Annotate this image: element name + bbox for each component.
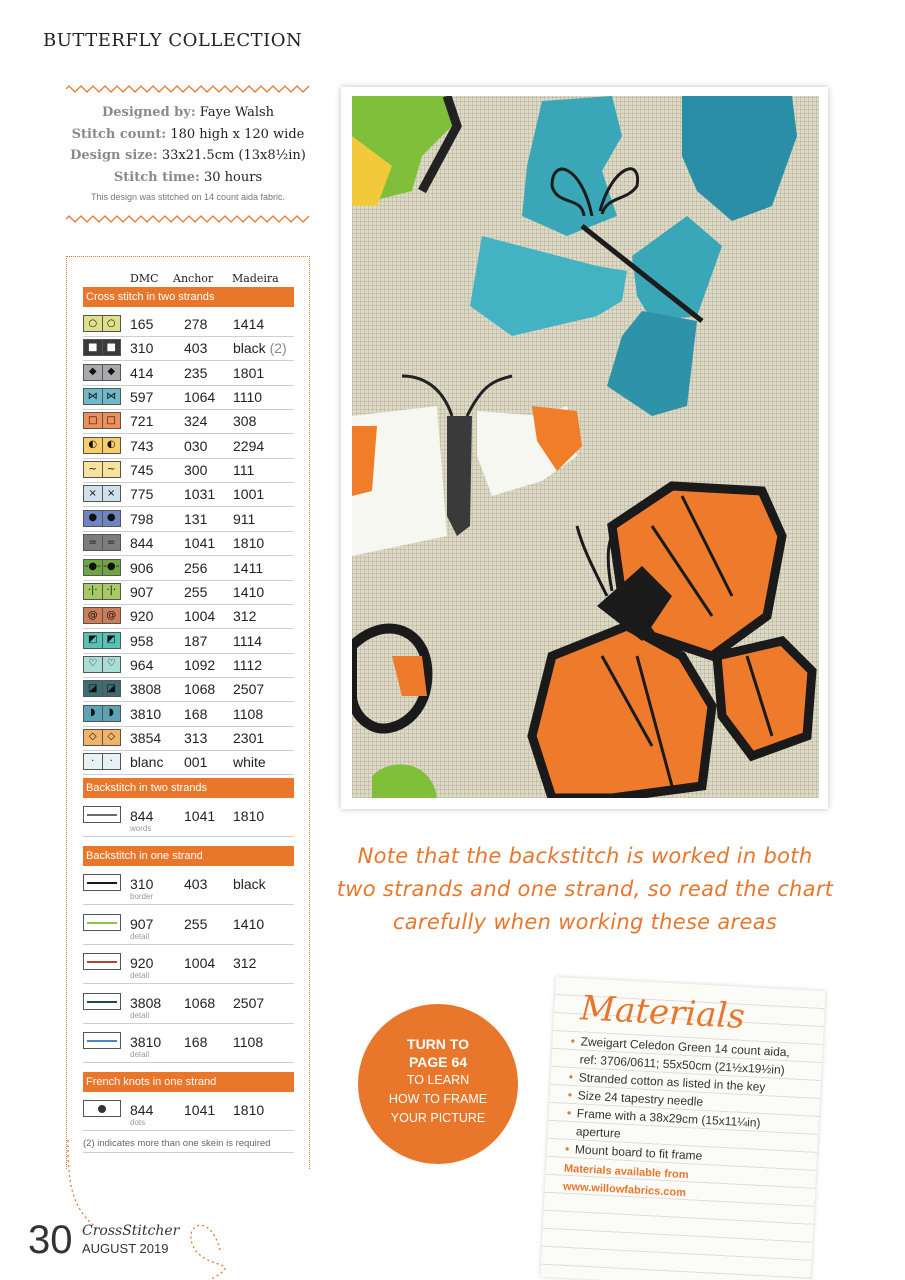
thread-row-798 [83,508,294,532]
page-number: 30 [28,1218,73,1262]
dmc-code: 958 [130,632,154,649]
anchor-code: 168 [184,705,208,722]
stitch-use-label: detail [130,931,150,941]
cross-stitch-heading: Cross stitch in two strands [83,287,294,307]
thread-row-745 [83,459,294,483]
dmc-code: 964 [130,656,154,673]
thread-row-775 [83,483,294,507]
stitch-use-label: dots [130,1118,146,1127]
dmc-code: 775 [130,486,154,503]
anchor-code: 256 [184,559,208,576]
anchor-code: 300 [184,462,208,479]
symbol-swatch-icon: ◇ ◇ [83,729,121,746]
thread-row-3810 [83,1031,294,1063]
anchor-code: 403 [184,340,208,357]
anchor-code: 001 [184,754,208,771]
dmc-code: 165 [130,316,154,332]
dmc-code: 3810 [130,705,162,722]
madeira-code: 1001 [233,486,265,503]
materials-source-link[interactable]: Materials available from www.willowfabrics.com [562,1162,689,1200]
thread-row-964 [83,654,294,678]
backstitch-line-icon [83,993,121,1010]
specs-note: This design was stitched on 14 count aida fabric. [90,192,286,202]
dmc-code: 906 [130,559,154,576]
symbol-swatch-icon: = = [83,534,121,551]
madeira-code: 1414 [233,316,265,332]
materials-item: • Zweigart Celedon Green 14 count aida, ref: 3706/0611; 55x50cm (21½x19½in) [569,1032,805,1080]
dmc-code: 414 [130,364,154,381]
dmc-code: 3808 [130,681,162,698]
symbol-swatch-icon: □ □ [83,412,121,429]
symbol-swatch-icon: ■ ■ [83,339,121,356]
dmc-code: 844 [130,1102,154,1118]
symbol-swatch-icon: @ @ [83,607,121,624]
zigzag-divider-bottom [66,215,310,223]
anchor-code: 1004 [184,608,216,625]
dmc-code: 907 [130,583,154,600]
madeira-code: 1410 [233,583,265,600]
symbol-swatch-icon: ·|· ·|· [83,583,121,600]
col-head-dmc: DMC [130,272,159,285]
thread-row-906 [83,557,294,581]
thread-row-310 [83,337,294,361]
turn-to-line-5: YOUR PICTURE [390,1111,486,1125]
materials-item: • Stranded cotton as listed in the key [568,1068,803,1098]
design-specs [66,102,310,188]
anchor-code: 255 [184,583,208,600]
anchor-code: 1041 [184,808,216,824]
butterfly-illustration [352,96,819,798]
page-title: BUTTERFLY COLLECTION [43,30,303,51]
backstitch-line-icon [83,953,121,970]
materials-item: • Frame with a 38x29cm (15x11¼in) aperture [565,1104,801,1152]
stitched-butterflies-photo [352,96,819,798]
dotted-thread-decoration [60,1140,230,1280]
thread-row-844 [83,805,294,837]
materials-item: • Mount board to fit frame [565,1140,800,1170]
thread-row-3808 [83,992,294,1024]
stitch-use-label: detail [130,1010,150,1020]
symbol-swatch-icon: · · [83,753,121,770]
dmc-code: 844 [130,535,154,552]
backstitch-two-heading: Backstitch in two strands [83,778,294,798]
symbol-swatch-icon: ● ● [83,510,121,527]
symbol-swatch-icon: ◪ ◪ [83,680,121,697]
thread-row-844 [83,532,294,556]
dmc-code: 721 [130,413,154,430]
madeira-code: 2507 [233,994,265,1011]
dmc-code: 844 [130,808,154,824]
symbol-swatch-icon: ⋈ ⋈ [83,388,121,405]
madeira-code: 1108 [233,705,264,722]
spec-stitch-time: Stitch time: 30 hours [113,169,263,185]
madeira-code: 2507 [233,681,265,698]
madeira-code: 1110 [233,389,263,406]
turn-to-line-2: PAGE 64 [408,1054,468,1070]
stitch-use-label: detail [130,1050,150,1060]
madeira-code: 2301 [233,729,265,746]
madeira-code: black (2) [233,340,287,357]
thread-row-743 [83,435,294,459]
madeira-code: 1801 [233,364,265,381]
anchor-code: 131 [184,510,208,527]
dmc-code: 743 [130,437,154,454]
french-knots-heading: French knots in one strand [83,1072,294,1092]
backstitch-line-icon [83,806,121,823]
dmc-code: 3808 [130,994,162,1011]
madeira-code: white [233,754,266,771]
thread-row-310 [83,873,294,905]
symbol-swatch-icon: ◆ ◆ [83,364,121,381]
zigzag-divider-top [66,85,310,93]
materials-list [565,1032,805,1170]
thread-row-907 [83,913,294,945]
anchor-code: 187 [184,632,208,649]
spec-stitch-count: Stitch count: 180 high x 120 wide [71,126,305,142]
anchor-code: 168 [184,1034,208,1051]
thread-row-3808 [83,678,294,702]
thread-row-165 [83,313,294,337]
materials-item: • Size 24 tapestry needle [567,1086,802,1116]
stitch-use-label: words [130,824,152,833]
thread-row-920 [83,952,294,984]
thread-row-721 [83,410,294,434]
spec-designer: Designed by: Faye Walsh [101,105,275,120]
dmc-code: 920 [130,608,154,625]
anchor-code: 1068 [184,994,216,1011]
symbol-swatch-icon: -●- -●- [83,559,121,576]
thread-row-920 [83,605,294,629]
col-head-anchor: Anchor [173,272,214,285]
madeira-code: 1411 [233,559,264,576]
madeira-code: 1810 [233,1102,265,1118]
dmc-code: 597 [130,389,154,406]
thread-row-844 [83,1099,294,1131]
dmc-code: 745 [130,462,154,479]
thread-row-414 [83,362,294,386]
anchor-code: 1041 [184,1102,216,1118]
dmc-code: 310 [130,876,154,892]
magazine-brand: CrossStitcher [82,1223,180,1239]
turn-to-page-callout[interactable] [358,1004,518,1164]
materials-title: Materials [579,988,746,1037]
anchor-code: 324 [184,413,208,430]
anchor-code: 1031 [184,486,216,503]
dmc-code: 920 [130,955,154,972]
madeira-code: 312 [233,955,257,972]
madeira-code: 1108 [233,1034,264,1051]
madeira-code: 312 [233,608,257,625]
thread-row-3854 [83,727,294,751]
madeira-code: 1810 [233,535,265,552]
anchor-code: 1041 [184,535,216,552]
anchor-code: 1004 [184,955,216,972]
backstitch-line-icon [83,914,121,931]
madeira-code: 308 [233,413,257,430]
backstitch-line-icon [83,874,121,891]
dmc-code: 310 [130,340,154,357]
materials-card [540,977,825,1280]
dmc-code: 907 [130,915,154,932]
backstitch-one-heading: Backstitch in one strand [83,846,294,866]
symbol-swatch-icon: ♡ ♡ [83,656,121,673]
madeira-code: 911 [233,510,256,527]
anchor-code: 1092 [184,656,216,673]
stitch-use-label: detail [130,971,150,981]
thread-row-3810 [83,703,294,727]
dmc-code: 3854 [130,729,162,746]
thread-row-597 [83,386,294,410]
symbol-swatch-icon: ◗ ◗ [83,705,121,722]
col-head-madeira: Madeira [232,272,279,285]
symbol-swatch-icon: ◩ ◩ [83,632,121,649]
thread-row-907 [83,581,294,605]
symbol-swatch-icon: ~ ~ [83,461,121,478]
anchor-code: 1064 [184,389,216,406]
thread-row-958 [83,630,294,654]
anchor-code: 1068 [184,681,216,698]
symbol-swatch-icon: ◐ ◐ [83,437,121,454]
madeira-code: 111 [233,462,255,479]
turn-to-line-1: TURN TO [407,1036,469,1052]
key-footnote: (2) indicates more than one skein is required [83,1138,294,1153]
spec-design-size: Design size: 33x21.5cm (13x8½in) [70,148,306,163]
turn-to-line-3: TO LEARN [406,1073,470,1087]
madeira-code: 1810 [233,808,265,824]
anchor-code: 278 [184,316,208,332]
stitch-use-label: border [130,892,154,901]
backstitch-note: Note that the backstitch is worked in both two strands and one strand, so read the chart carefully when working these areas [336,844,834,934]
anchor-code: 030 [184,437,208,454]
madeira-code: black [233,876,266,892]
dmc-code: 3810 [130,1034,162,1051]
anchor-code: 235 [184,364,208,381]
symbol-swatch-icon: ○ ○ [83,315,121,332]
symbol-swatch-icon: × × [83,485,121,502]
madeira-code: 1410 [233,915,265,932]
french-knot-icon [83,1100,121,1117]
thread-row-blanc [83,751,294,775]
anchor-code: 255 [184,915,208,932]
dmc-code: blanc [130,754,164,771]
madeira-code: 1112 [233,656,263,673]
anchor-code: 403 [184,876,208,892]
backstitch-line-icon [83,1032,121,1049]
anchor-code: 313 [184,729,208,746]
madeira-code: 2294 [233,437,265,454]
madeira-code: 1114 [233,632,263,649]
dmc-code: 798 [130,510,154,527]
issue-date: AUGUST 2019 [82,1241,169,1256]
turn-to-line-4: HOW TO FRAME [388,1092,488,1106]
